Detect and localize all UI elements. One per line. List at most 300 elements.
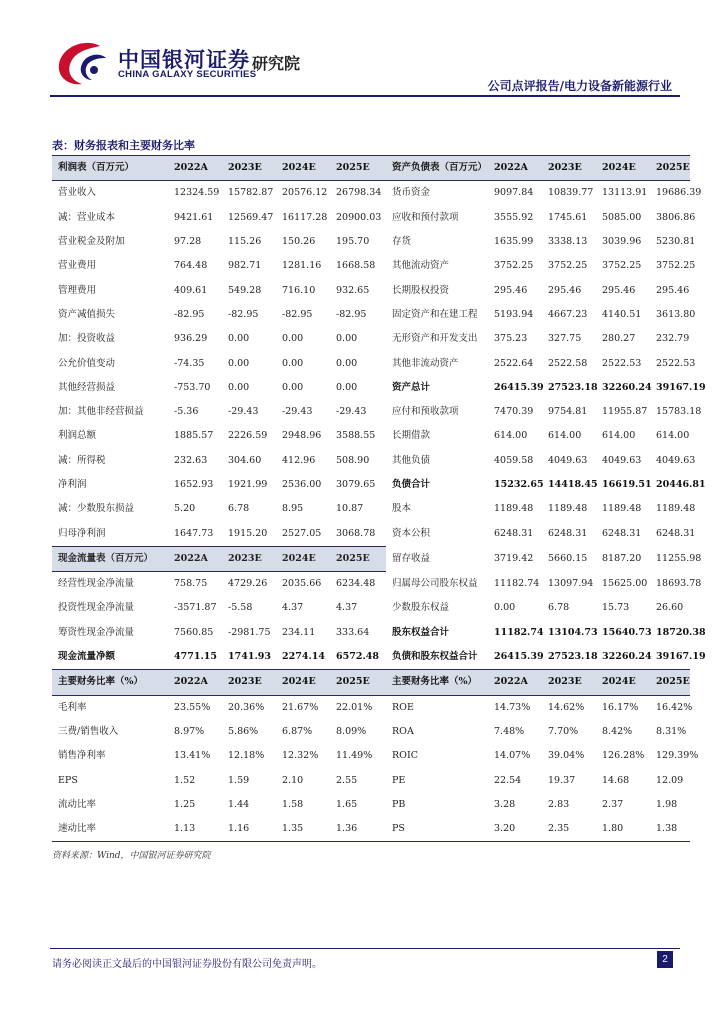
table-cell: 毛利率 xyxy=(58,701,87,713)
table-cell: 3752.25 xyxy=(494,260,534,272)
table-cell: 26415.39 xyxy=(494,381,544,393)
table-cell: 留存收益 xyxy=(392,552,431,564)
table-cell: 1189.48 xyxy=(494,503,534,515)
table-cell: 3613.80 xyxy=(656,308,696,320)
table-cell: 508.90 xyxy=(336,454,370,466)
table-row xyxy=(52,497,690,521)
table-cell: 26798.34 xyxy=(336,187,382,199)
table-cell: 存货 xyxy=(392,236,412,248)
table-cell: 8.95 xyxy=(282,503,304,515)
table-cell: 2.10 xyxy=(282,774,304,786)
table-cell: 412.96 xyxy=(282,454,316,466)
table-cell: 7.70% xyxy=(548,725,579,737)
table-cell: 2.55 xyxy=(336,774,358,786)
table-cell: 2022A xyxy=(168,670,222,695)
table-cell: 应收和预付款项 xyxy=(392,211,459,223)
table-cell: 11.49% xyxy=(336,750,373,762)
table-cell: 股东权益合计 xyxy=(392,626,450,638)
table-cell: 营业费用 xyxy=(58,260,97,272)
table-cell: 10839.77 xyxy=(548,187,594,199)
table-cell: 6248.31 xyxy=(602,527,642,539)
table-cell: 9097.84 xyxy=(494,187,534,199)
table-cell: 4729.26 xyxy=(228,578,268,590)
table-row xyxy=(52,546,690,571)
table-cell: 流动比率 xyxy=(58,798,97,810)
table-cell: 2025E xyxy=(650,670,690,695)
table-cell: 2226.59 xyxy=(228,430,268,442)
table-cell: 6248.31 xyxy=(494,527,534,539)
table-row xyxy=(52,473,690,497)
table-cell: -2981.75 xyxy=(228,626,271,638)
table-cell: 1.16 xyxy=(222,817,276,842)
table-cell: 少数股东权益 xyxy=(392,602,450,614)
table-cell: 932.65 xyxy=(336,284,370,296)
table-cell: 7.48% xyxy=(494,725,525,737)
table-cell: 0.00 xyxy=(228,381,250,393)
table-cell: 1647.73 xyxy=(174,527,214,539)
table-row xyxy=(52,230,690,254)
table-cell: 126.28% xyxy=(602,750,645,762)
table-cell: 2023E xyxy=(542,670,596,695)
table-cell: 11182.74 xyxy=(494,577,540,589)
table-cell: 4049.63 xyxy=(656,454,696,466)
table-cell: -29.43 xyxy=(336,406,367,418)
table-cell: 4140.51 xyxy=(602,308,642,320)
table-cell: 5230.81 xyxy=(656,236,696,248)
table-cell: 归母净利润 xyxy=(58,527,106,539)
table-cell: 32260.24 xyxy=(602,651,652,663)
table-cell: 2024E xyxy=(596,670,650,695)
table-cell: 1635.99 xyxy=(494,236,534,248)
table-cell: -753.70 xyxy=(174,381,211,393)
table-cell: 280.27 xyxy=(602,333,636,345)
table-row xyxy=(52,449,690,473)
table-row xyxy=(52,521,690,546)
table-cell: 0.00 xyxy=(336,333,358,345)
table-cell: 409.61 xyxy=(174,284,208,296)
table-cell: 资产负债表（百万元） xyxy=(386,156,488,181)
table-cell: 2274.14 xyxy=(282,651,325,663)
table-cell: 3719.42 xyxy=(494,552,534,564)
table-cell: 10.87 xyxy=(336,503,364,515)
table-cell: 11255.98 xyxy=(656,552,702,564)
table-cell: 2023E xyxy=(222,156,276,181)
table-section-header xyxy=(52,156,690,181)
table-cell: 6.78 xyxy=(228,503,250,515)
table-cell: 2527.05 xyxy=(282,527,322,539)
table-cell: 1745.61 xyxy=(548,211,588,223)
table-row xyxy=(52,206,690,230)
table-cell: 295.46 xyxy=(548,284,582,296)
table-cell: 净利润 xyxy=(58,479,87,490)
table-cell: -3571.87 xyxy=(174,602,217,614)
table-cell: 8.42% xyxy=(602,725,633,737)
table-cell: 2022A xyxy=(488,156,542,181)
table-row xyxy=(52,278,690,302)
table-cell: 2522.53 xyxy=(602,357,642,369)
table-row xyxy=(52,621,690,645)
table-cell: 3079.65 xyxy=(336,479,376,490)
table-cell: 14.73% xyxy=(494,701,531,713)
table-cell: 16.17% xyxy=(602,701,639,713)
table-cell: 1.36 xyxy=(330,817,386,842)
table-cell: 32260.24 xyxy=(602,381,652,393)
table-cell: 1.59 xyxy=(228,774,250,786)
footer-disclaimer: 请务必阅读正文最后的中国银河证券股份有限公司免责声明。 xyxy=(52,959,322,970)
table-row xyxy=(52,817,690,842)
table-cell: 39167.19 xyxy=(656,651,706,663)
header-divider xyxy=(50,95,680,97)
table-cell: 2023E xyxy=(222,670,276,695)
table-row xyxy=(52,768,690,792)
page-header xyxy=(0,0,724,100)
table-cell: 货币资金 xyxy=(392,187,431,199)
table-cell: ROE xyxy=(392,701,414,713)
table-section-header xyxy=(52,670,690,695)
table-cell: 0.00 xyxy=(282,381,304,393)
table-cell: 14.62% xyxy=(548,701,585,713)
table-cell: 19.37 xyxy=(548,774,576,786)
table-row xyxy=(52,572,690,597)
table-cell: 614.00 xyxy=(494,430,528,442)
table-cell: 6234.48 xyxy=(336,578,376,590)
table-cell: 15783.18 xyxy=(656,406,702,418)
logo-english-name: CHINA GALAXY SECURITIES xyxy=(118,69,257,80)
table-cell: 8.97% xyxy=(174,725,205,737)
table-cell: 27523.18 xyxy=(548,381,598,393)
table-cell: 232.63 xyxy=(174,454,208,466)
table-cell: 295.46 xyxy=(494,284,528,296)
table-cell: 1.80 xyxy=(596,817,650,842)
table-cell: 0.00 xyxy=(282,357,304,369)
table-cell: 1915.20 xyxy=(228,527,268,539)
table-cell: 3068.78 xyxy=(336,527,376,539)
table-cell: 3752.25 xyxy=(602,260,642,272)
table-cell: 3752.25 xyxy=(548,260,588,272)
table-cell: 39167.19 xyxy=(656,381,706,393)
table-cell: 6.78 xyxy=(548,602,570,614)
table-cell: ROIC xyxy=(392,750,418,762)
table-cell: 14.68 xyxy=(602,774,630,786)
table-row xyxy=(52,645,690,670)
table-cell: 6.87% xyxy=(282,725,313,737)
table-cell: 应付和预收款项 xyxy=(392,406,459,418)
table-cell: 19686.39 xyxy=(656,187,702,199)
table-cell: 15640.73 xyxy=(602,626,652,638)
table-cell: 4.37 xyxy=(336,602,358,614)
table-cell: 2.37 xyxy=(602,798,624,810)
table-cell: 2024E xyxy=(276,546,330,571)
table-cell: 资产减值损失 xyxy=(58,308,116,320)
table-cell: -29.43 xyxy=(228,406,259,418)
table-cell: 2.83 xyxy=(548,798,570,810)
table-cell: 7560.85 xyxy=(174,626,214,638)
table-cell: 3588.55 xyxy=(336,430,376,442)
table-cell: 12324.59 xyxy=(174,187,220,199)
table-cell: 经营性现金净流量 xyxy=(58,578,135,590)
table-cell: 18720.38 xyxy=(656,626,706,638)
table-cell: 减：所得税 xyxy=(58,454,106,466)
table-cell: 6572.48 xyxy=(336,651,379,663)
logo-chinese-name: 中国银河证券 xyxy=(118,48,250,72)
table-cell: -5.36 xyxy=(174,406,199,418)
table-cell: 资本公积 xyxy=(392,527,431,539)
table-cell: 筹资性现金净流量 xyxy=(58,626,135,638)
table-cell: 20446.81 xyxy=(656,479,706,490)
table-cell: 加：投资收益 xyxy=(58,333,116,345)
table-cell: 0.00 xyxy=(494,602,516,614)
logo-institute: 研究院 xyxy=(252,54,301,73)
table-cell: 1189.48 xyxy=(548,503,588,515)
table-cell: 13113.91 xyxy=(602,187,648,199)
table-cell: 1281.16 xyxy=(282,260,322,272)
table-cell: 0.00 xyxy=(228,357,250,369)
table-cell: 764.48 xyxy=(174,260,208,272)
table-cell: 5.20 xyxy=(174,503,196,515)
table-cell: 16.42% xyxy=(656,701,693,713)
table-cell: 股本 xyxy=(392,503,412,515)
table-cell: 投资性现金净流量 xyxy=(58,602,135,614)
table-cell: 主要财务比率（%） xyxy=(386,670,488,695)
table-cell: -5.58 xyxy=(228,602,253,614)
table-cell: 2024E xyxy=(276,156,330,181)
table-cell: 2025E xyxy=(650,156,690,181)
table-row xyxy=(52,376,690,400)
report-type: 公司点评报告/电力设备新能源行业 xyxy=(487,79,672,93)
table-cell: 1.52 xyxy=(174,774,196,786)
table-cell: 195.70 xyxy=(336,236,370,248)
table-cell: 1.98 xyxy=(656,798,678,810)
table-cell: 614.00 xyxy=(548,430,582,442)
table-cell: 8187.20 xyxy=(602,552,642,564)
table-cell: 减：营业成本 xyxy=(58,211,116,223)
table-cell: 1652.93 xyxy=(174,479,214,490)
table-cell: 4049.63 xyxy=(602,454,642,466)
table-cell: 13.41% xyxy=(174,750,211,762)
table-cell: 13104.73 xyxy=(548,626,598,638)
table-cell: 12.09 xyxy=(656,774,684,786)
table-cell: 2023E xyxy=(542,156,596,181)
table-cell: 1.58 xyxy=(282,798,304,810)
table-cell: 129.39% xyxy=(656,750,699,762)
table-cell: 主要财务比率（%） xyxy=(52,670,168,695)
table-cell: 1.44 xyxy=(228,798,250,810)
table-cell: 1189.48 xyxy=(602,503,642,515)
table-cell: 其他非流动资产 xyxy=(392,357,459,369)
table-cell: 管理费用 xyxy=(58,284,97,296)
table-cell: 2025E xyxy=(330,546,386,571)
table-cell: 23.55% xyxy=(174,701,211,713)
table-cell: 20.36% xyxy=(228,701,265,713)
table-cell: PB xyxy=(392,798,406,810)
table-cell: 营业收入 xyxy=(58,187,97,199)
table-cell: 1189.48 xyxy=(656,503,696,515)
table-title: 表：财务报表和主要财务比率 xyxy=(52,139,195,152)
table-cell: 614.00 xyxy=(656,430,690,442)
table-cell: 9421.61 xyxy=(174,211,214,223)
table-cell: 22.01% xyxy=(336,701,373,713)
table-cell: 1885.57 xyxy=(174,430,214,442)
table-cell: 234.11 xyxy=(282,626,316,638)
table-cell: 304.60 xyxy=(228,454,262,466)
table-cell: 1.65 xyxy=(336,798,358,810)
page-number: 2 xyxy=(657,951,673,968)
table-cell: 16619.51 xyxy=(602,479,652,490)
table-cell: 716.10 xyxy=(282,284,316,296)
table-cell: 2022A xyxy=(168,546,222,571)
table-cell: 负债合计 xyxy=(392,479,431,490)
table-row xyxy=(52,303,690,327)
source-note: 资料来源：Wind，中国银河证券研究院 xyxy=(52,851,211,861)
table-cell: 14418.45 xyxy=(548,479,598,490)
table-cell: 4771.15 xyxy=(174,651,217,663)
table-cell: -82.95 xyxy=(282,308,313,320)
table-cell: 0.00 xyxy=(336,357,358,369)
table-cell: 其他负债 xyxy=(392,454,431,466)
table-cell: 2948.96 xyxy=(282,430,322,442)
table-cell: 758.75 xyxy=(174,578,208,590)
table-cell: 15625.00 xyxy=(602,577,648,589)
table-cell: 1.35 xyxy=(276,817,330,842)
table-cell: 936.29 xyxy=(174,333,208,345)
table-cell: 16117.28 xyxy=(282,211,328,223)
table-cell: 4.37 xyxy=(282,602,304,614)
table-cell: 长期借款 xyxy=(392,430,431,442)
table-row xyxy=(52,695,690,720)
table-cell: 11182.74 xyxy=(494,626,544,638)
table-cell: 3039.96 xyxy=(602,236,642,248)
table-cell: 20900.03 xyxy=(336,211,382,223)
table-cell: 1.38 xyxy=(650,817,690,842)
table-cell: -74.35 xyxy=(174,357,205,369)
table-cell: 4049.63 xyxy=(548,454,588,466)
table-cell: 20576.12 xyxy=(282,187,328,199)
table-cell: 其他经营损益 xyxy=(58,381,116,393)
table-row xyxy=(52,793,690,817)
table-cell: 5085.00 xyxy=(602,211,642,223)
table-cell: 3752.25 xyxy=(656,260,696,272)
table-cell: 利润总额 xyxy=(58,430,97,442)
table-cell: 4059.58 xyxy=(494,454,534,466)
table-cell: 2025E xyxy=(330,670,386,695)
table-cell: 2024E xyxy=(596,156,650,181)
table-cell: 12.32% xyxy=(282,750,319,762)
table-cell: 2536.00 xyxy=(282,479,322,490)
table-cell: 1668.58 xyxy=(336,260,376,272)
table-cell: -29.43 xyxy=(282,406,313,418)
table-cell: 长期股权投资 xyxy=(392,284,450,296)
table-cell: 14.07% xyxy=(494,750,531,762)
table-cell: 5.86% xyxy=(228,725,259,737)
table-cell: 2022A xyxy=(488,670,542,695)
table-cell: 1741.93 xyxy=(228,651,271,663)
table-cell: 利润表（百万元） xyxy=(52,156,168,181)
table-row xyxy=(52,400,690,424)
table-cell: 5193.94 xyxy=(494,308,534,320)
table-cell: 其他流动资产 xyxy=(392,260,450,272)
table-cell: 公允价值变动 xyxy=(58,357,116,369)
table-cell: 1.13 xyxy=(168,817,222,842)
table-cell: -82.95 xyxy=(174,308,205,320)
table-cell: 2522.58 xyxy=(548,357,588,369)
galaxy-logo-icon xyxy=(56,40,108,86)
table-cell: 5660.15 xyxy=(548,552,588,564)
table-cell: 15782.87 xyxy=(228,187,274,199)
table-cell: EPS xyxy=(58,774,78,786)
table-row xyxy=(52,327,690,351)
table-cell: 0.00 xyxy=(228,333,250,345)
table-cell: 150.26 xyxy=(282,236,316,248)
table-cell: 2022A xyxy=(168,156,222,181)
table-cell: -82.95 xyxy=(336,308,367,320)
table-cell: 15232.65 xyxy=(494,479,544,490)
table-cell: 3806.86 xyxy=(656,211,696,223)
table-cell: 97.28 xyxy=(174,236,202,248)
table-cell: 333.64 xyxy=(336,626,370,638)
table-cell: -82.95 xyxy=(228,308,259,320)
table-cell: 1.25 xyxy=(174,798,196,810)
table-cell: 2035.66 xyxy=(282,578,322,590)
table-row xyxy=(52,351,690,375)
table-cell: 3.28 xyxy=(494,798,516,810)
table-row xyxy=(52,254,690,278)
footer-divider xyxy=(50,948,680,949)
table-cell: 8.09% xyxy=(336,725,367,737)
financial-statements-table xyxy=(52,155,706,842)
table-cell: 18693.78 xyxy=(656,577,702,589)
table-cell: 固定资产和在建工程 xyxy=(392,308,478,320)
table-cell: 加：其他非经营损益 xyxy=(58,406,144,418)
table-cell: 3338.13 xyxy=(548,236,588,248)
table-cell: 现金流量净额 xyxy=(58,651,116,663)
table-cell: 2023E xyxy=(222,546,276,571)
table-cell: 6248.31 xyxy=(548,527,588,539)
table-cell: 12569.47 xyxy=(228,211,274,223)
table-cell: 2024E xyxy=(276,670,330,695)
table-cell: 4667.23 xyxy=(548,308,588,320)
table-cell: PE xyxy=(392,774,406,786)
table-cell: 9754.81 xyxy=(548,406,588,418)
table-cell: 营业税金及附加 xyxy=(58,236,125,248)
table-cell: 232.79 xyxy=(656,333,690,345)
table-cell: 614.00 xyxy=(602,430,636,442)
table-cell: 0.00 xyxy=(336,381,358,393)
table-cell: 982.71 xyxy=(228,260,262,272)
table-cell: 2025E xyxy=(330,156,386,181)
table-row xyxy=(52,744,690,768)
table-cell: 减：少数股东损益 xyxy=(58,503,135,515)
table-cell: 3.20 xyxy=(488,817,542,842)
table-cell: 26415.39 xyxy=(494,651,544,663)
table-cell: 现金流量表（百万元） xyxy=(52,546,168,571)
table-cell: 115.26 xyxy=(228,236,262,248)
table-cell: 2522.53 xyxy=(656,357,696,369)
table-row xyxy=(52,424,690,448)
table-cell: 11955.87 xyxy=(602,406,648,418)
table-cell: 资产总计 xyxy=(392,381,431,393)
table-cell: 375.23 xyxy=(494,333,528,345)
table-cell: 27523.18 xyxy=(548,651,598,663)
table-cell: 2.35 xyxy=(542,817,596,842)
table-row xyxy=(52,720,690,744)
table-cell: 三费/销售收入 xyxy=(58,725,119,737)
table-cell: 2522.64 xyxy=(494,357,534,369)
table-cell: 295.46 xyxy=(656,284,690,296)
table-cell: 21.67% xyxy=(282,701,319,713)
table-cell: 327.75 xyxy=(548,333,582,345)
table-row xyxy=(52,181,690,206)
table-cell: 13097.94 xyxy=(548,577,594,589)
